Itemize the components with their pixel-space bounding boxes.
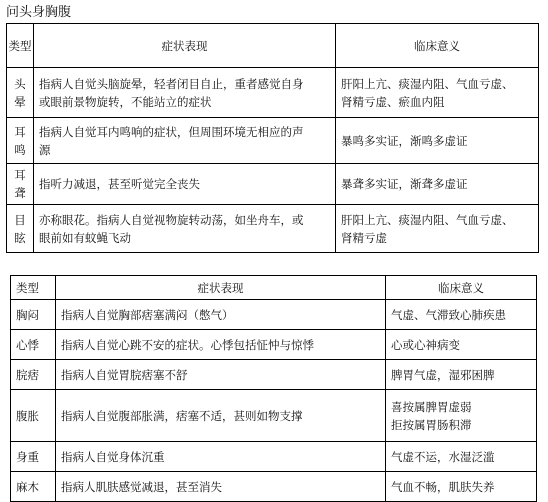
row-type: [7, 164, 34, 205]
row-meaning-line: 喜按属脾胃虚弱: [391, 399, 472, 414]
table-header-row: [7, 24, 539, 68]
row-symptom: 指病人肌肤感觉减退，甚至消失: [56, 472, 386, 502]
row-symptom-line: 指听力减退，甚至听觉完全丧失: [39, 177, 200, 191]
row-symptom: 指病人自觉胸部痞塞满闷（憋气）: [56, 300, 386, 330]
row-meaning-line: 肝阳上亢、痰湿内阻、气血亏虚、: [341, 76, 514, 91]
header-type: [7, 24, 34, 68]
row-meaning: [386, 442, 537, 472]
row-symptom-line: 亦称眼花。指病人自觉视物旋转动荡，如坐舟车，或: [39, 212, 304, 227]
table-row: [7, 118, 539, 164]
row-type: 腹胀: [11, 390, 56, 442]
table-row: [7, 68, 539, 118]
row-symptom: 指病人自觉腹部胀满，痞塞不适，甚则如物支撑: [56, 390, 386, 442]
table-row: [11, 360, 537, 390]
table-header-row: [11, 276, 537, 300]
row-type: [7, 68, 34, 118]
row-symptom-line: 指病人自觉头脑旋晕，轻者闭目自止，重者感觉自身: [39, 76, 304, 91]
row-type-char: 头: [14, 76, 26, 91]
row-meaning-line: 脾胃气虚，湿邪困脾: [391, 367, 495, 382]
row-meaning-line: 暴聋多实证，渐聋多虚证: [341, 177, 468, 191]
symptom-table-chest-abdomen: [10, 275, 537, 502]
row-type-char: 鸣: [14, 142, 26, 157]
row-type: 胸闷: [11, 300, 56, 330]
header-meaning: 临床意义: [386, 276, 537, 300]
row-type-char: 耳: [14, 124, 26, 139]
row-symptom: [34, 164, 336, 205]
row-meaning: [386, 360, 537, 390]
row-type: 身重: [11, 442, 56, 472]
row-type-char: 聋: [14, 186, 26, 200]
header-type: 类型: [11, 276, 56, 300]
row-meaning-line: 拒按属胃肠积滞: [391, 417, 472, 432]
table-row: [11, 472, 537, 502]
header-type-line: 类型: [8, 38, 32, 53]
table-row: [11, 390, 537, 442]
row-meaning: [336, 68, 539, 118]
row-type: 脘痞: [11, 360, 56, 390]
table-row: [7, 164, 539, 205]
row-meaning: [386, 330, 537, 360]
row-symptom: [34, 205, 336, 253]
row-meaning: [336, 205, 539, 253]
row-type: [7, 118, 34, 164]
row-meaning: [336, 118, 539, 164]
row-meaning-line: 肝阳上亢、痰湿内阻、气血亏虚、: [341, 212, 514, 227]
row-meaning-line: 心或心神病变: [391, 337, 460, 352]
row-symptom-line: 指病人自觉耳内鸣响的症状，但周围环境无相应的声: [39, 124, 304, 139]
row-meaning: [386, 472, 537, 502]
row-type-char: 耳: [14, 168, 26, 182]
row-meaning-line: 肾精亏虚: [341, 230, 387, 245]
row-meaning-line: 气血不畅，肌肤失养: [391, 479, 495, 494]
row-type-char: 眩: [14, 230, 26, 245]
row-symptom: 指病人自觉胃脘痞塞不舒: [56, 360, 386, 390]
row-meaning: [386, 300, 537, 330]
row-meaning-line: 肾精亏虚、瘀血内阻: [341, 94, 445, 109]
row-type-char: 晕: [14, 94, 26, 109]
header-meaning: 临床意义: [336, 24, 539, 68]
row-symptom-line: 源: [39, 142, 51, 157]
row-symptom: [34, 118, 336, 164]
table-row: [11, 442, 537, 472]
row-symptom-line: 或眼前景物旋转，不能站立的症状: [39, 94, 212, 109]
table-row: [11, 300, 537, 330]
row-meaning-line: 暴鸣多实证，渐鸣多虚证: [341, 133, 468, 148]
page-title: 问头身胸腹: [6, 5, 72, 20]
row-type: 麻木: [11, 472, 56, 502]
table-row: [11, 330, 537, 360]
row-meaning: [386, 390, 537, 442]
header-symptom: 症状表现: [34, 24, 336, 68]
row-meaning: [336, 164, 539, 205]
row-symptom: [34, 68, 336, 118]
row-type: [7, 205, 34, 253]
row-symptom-line: 眼前如有蚊蝇飞动: [39, 230, 131, 245]
row-type: 心悸: [11, 330, 56, 360]
row-meaning-line: 气虚不运，水湿泛滥: [391, 449, 495, 464]
row-symptom: 指病人自觉心跳不安的症状。心悸包括怔忡与惊悸: [56, 330, 386, 360]
row-type-char: 目: [14, 212, 26, 227]
row-symptom: 指病人自觉身体沉重: [56, 442, 386, 472]
table-row: [7, 205, 539, 253]
row-meaning-line: 气虚、气滞致心肺疾患: [391, 307, 506, 322]
header-symptom: 症状表现: [56, 276, 386, 300]
symptom-table-head: [6, 23, 539, 253]
